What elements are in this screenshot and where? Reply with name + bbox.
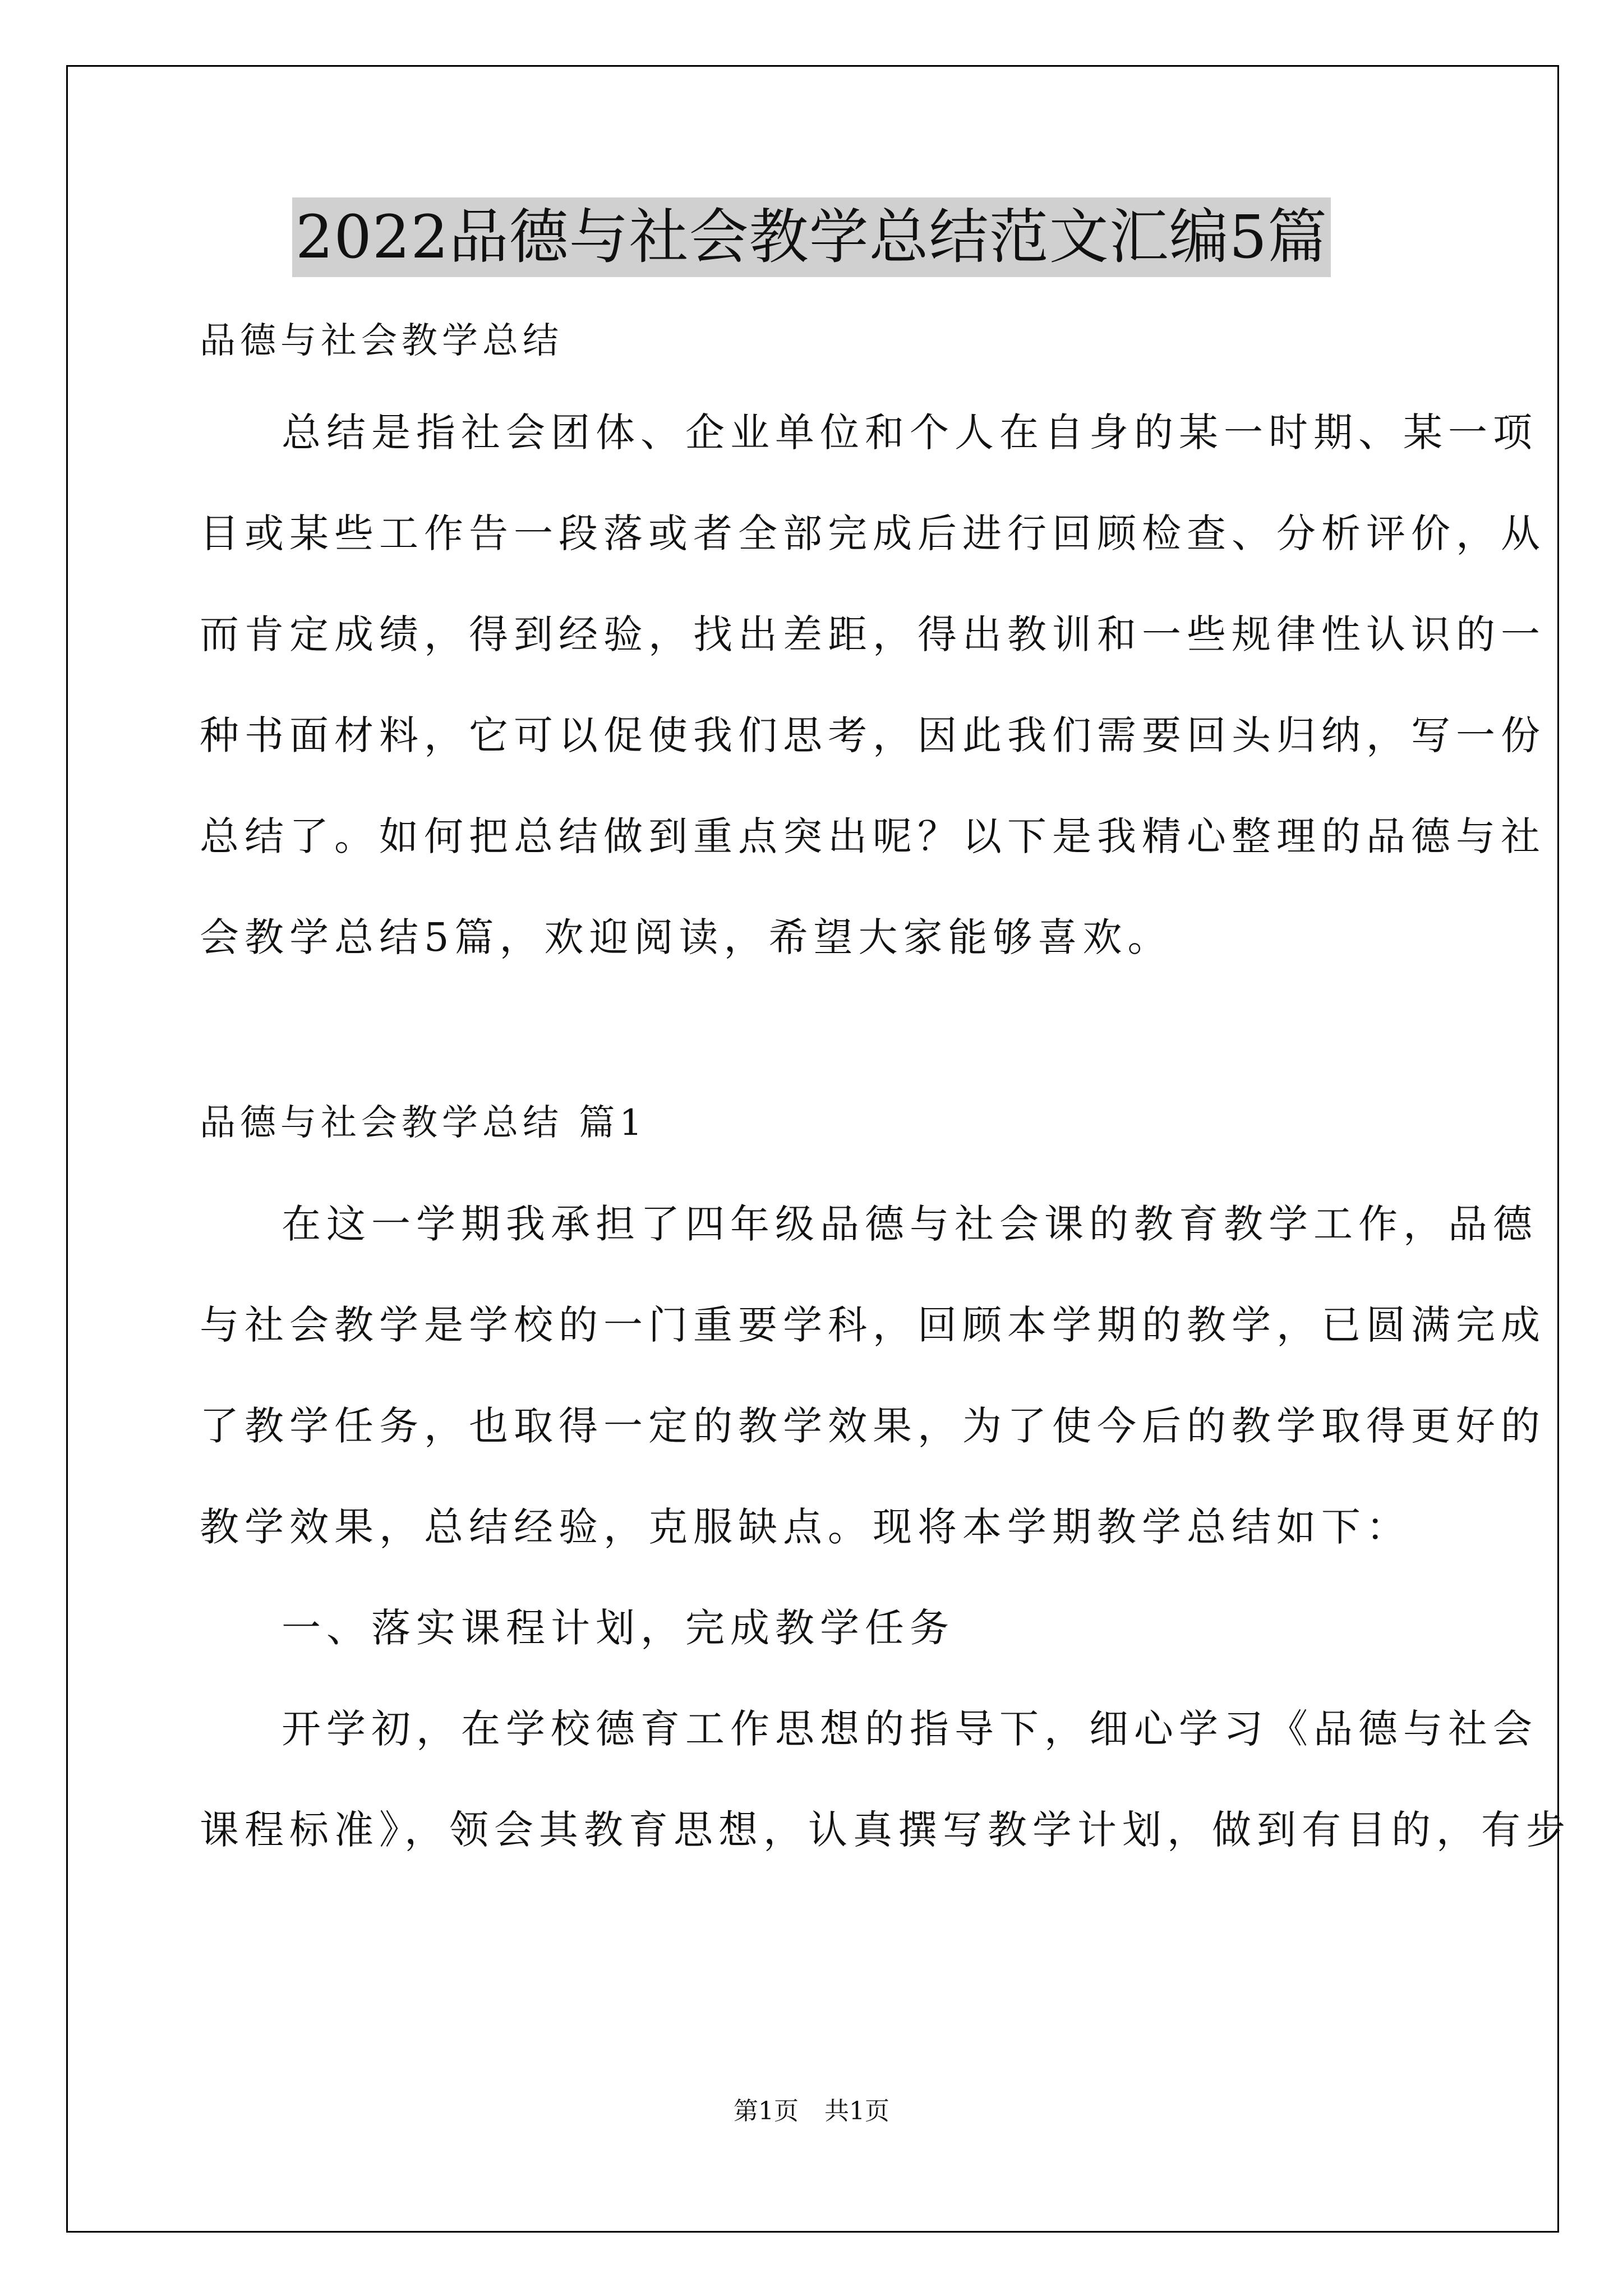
title-container: [0, 197, 1623, 277]
intro-line-2: 目或某些工作告一段落或者全部完成后进行回顾检查、分析评价，从: [200, 510, 1546, 556]
section1-p2-line-1: 开学初，在学校德育工作思想的指导下，细心学习《品德与社会: [282, 1706, 1538, 1752]
intro-heading: 品德与社会教学总结: [200, 320, 563, 362]
section1-p2-line-2: 课程标准》，领会其教育思想，认真撰写教学计划，做到有目的，有步: [200, 1807, 1571, 1853]
section1-heading: 品德与社会教学总结 篇1: [200, 1102, 647, 1144]
page-number: 第1页: [734, 2097, 799, 2125]
document-body: [200, 314, 1571, 1857]
section1-p1-line-4: 教学效果，总结经验，克服缺点。现将本学期教学总结如下：: [200, 1504, 1411, 1550]
intro-line-3: 而肯定成绩，得到经验，找出差距，得出教训和一些规律性认识的一: [200, 611, 1546, 657]
intro-line-6: 会教学总结5篇，欢迎阅读，希望大家能够喜欢。: [200, 914, 1173, 960]
section1-p1-line-1: 在这一学期我承担了四年级品德与社会课的教育教学工作，品德: [282, 1201, 1538, 1247]
spacer: [200, 368, 1431, 406]
section1-p1-line-3: 了教学任务，也取得一定的教学效果，为了使今后的教学取得更好的: [200, 1403, 1546, 1449]
section1-p1-line-2: 与社会教学是学校的一门重要学科，回顾本学期的教学，已圆满完成: [200, 1302, 1546, 1348]
page-total: 共1页: [824, 2097, 889, 2125]
intro-line-5: 总结了。如何把总结做到重点突出呢？以下是我精心整理的品德与社: [200, 813, 1546, 859]
subheading-1: 一、落实课程计划，完成教学任务: [282, 1605, 955, 1651]
page-footer: [0, 2095, 1623, 2128]
document-title: 2022品德与社会教学总结范文汇编5篇: [292, 197, 1331, 277]
intro-line-4: 种书面材料，它可以促使我们思考，因此我们需要回头归纳，写一份: [200, 712, 1546, 758]
intro-line-1: 总结是指社会团体、企业单位和个人在自身的某一时期、某一项: [282, 409, 1538, 455]
